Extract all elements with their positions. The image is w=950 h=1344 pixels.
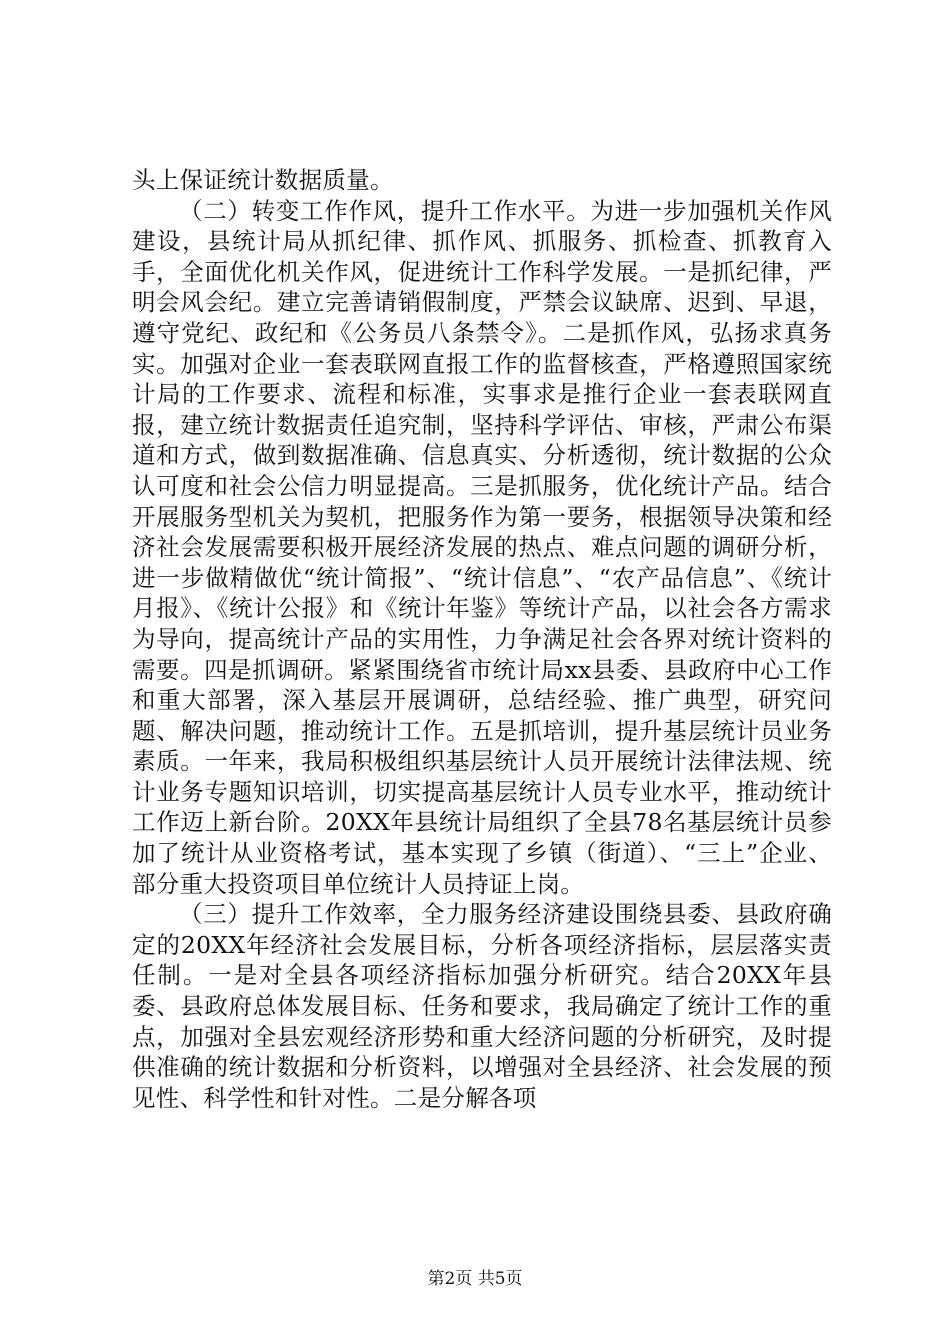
paragraph-section-two: （二）转变工作作风，提升工作水平。为进一步加强机关作风建设，县统计局从抓纪律、抓作风、抓服务、抓检查、抓教育入手，全面优化机关作风，促进统计工作科学发展。一是抓纪律，严明会风会纪。建立完善请销假制度，严禁会议缺席、迟到、早退，遵守党纪、政纪和《公务员八条禁令》。二是抓作风，弘扬求真务实。加强对企业一套表联网直报工作的监督核查，严格遵照国家统计局的工作要求、流程和标准，实事求是推行企业一套表联网直报，建立统计数据责任追究制，坚持科学评估、审核，严肃公布渠道和方式，做到数据准确、信息真实、分析透彻，统计数据的公众认可度和社会公信力明显提高。三是抓服务，优化统计产品。结合开展服务型机关为契机，把服务作为第一要务，根据领导决策和经济社会发展需要积极开展经济发展的热点、难点问题的调研分析，进一步做精做优“统计简报”、“统计信息”、“农产品信息”、《统计月报》、《统计公报》和《统计年鉴》等统计产品，以社会各方需求为导向，提高统计产品的实用性，力争满足社会各界对统计资料的需要。四是抓调研。紧紧围绕省市统计局xx县委、县政府中心工作和重大部署，深入基层开展调研，总结经验、推广典型，研究问题、解决问题，推动统计工作。五是抓培训，提升基层统计员业务素质。一年来，我局积极组织基层统计人员开展统计法律法规、统计业务专题知识培训，切实提高基层统计人员专业水平，推动统计工作迈上新台阶。20XX年县统计局组织了全县78名基层统计员参加了统计从业资格考试，基本实现了乡镇（街道）、“三上”企业、部分重大投资项目单位统计人员持证上岗。 <box>132 196 832 898</box>
paragraph-continuation: 头上保证统计数据质量。 <box>132 166 394 194</box>
page-number-footer: 第2页 共5页 <box>427 1269 523 1289</box>
paragraph-section-three: （三）提升工作效率，全力服务经济建设围绕县委、县政府确定的20XX年经济社会发展目标，分析各项经济指标，层层落实责任制。一是对全县各项经济指标加强分析研究。结合20XX年县委、县政府总体发展目标、任务和要求，我局确定了统计工作的重点，加强对全县宏观经济形势和重大经济问题的分析研究，及时提供准确的统计数据和分析资料，以增强对全县经济、社会发展的预见性、科学性和针对性。二是分解各项 <box>132 900 832 1112</box>
document-body <box>132 165 832 1113</box>
